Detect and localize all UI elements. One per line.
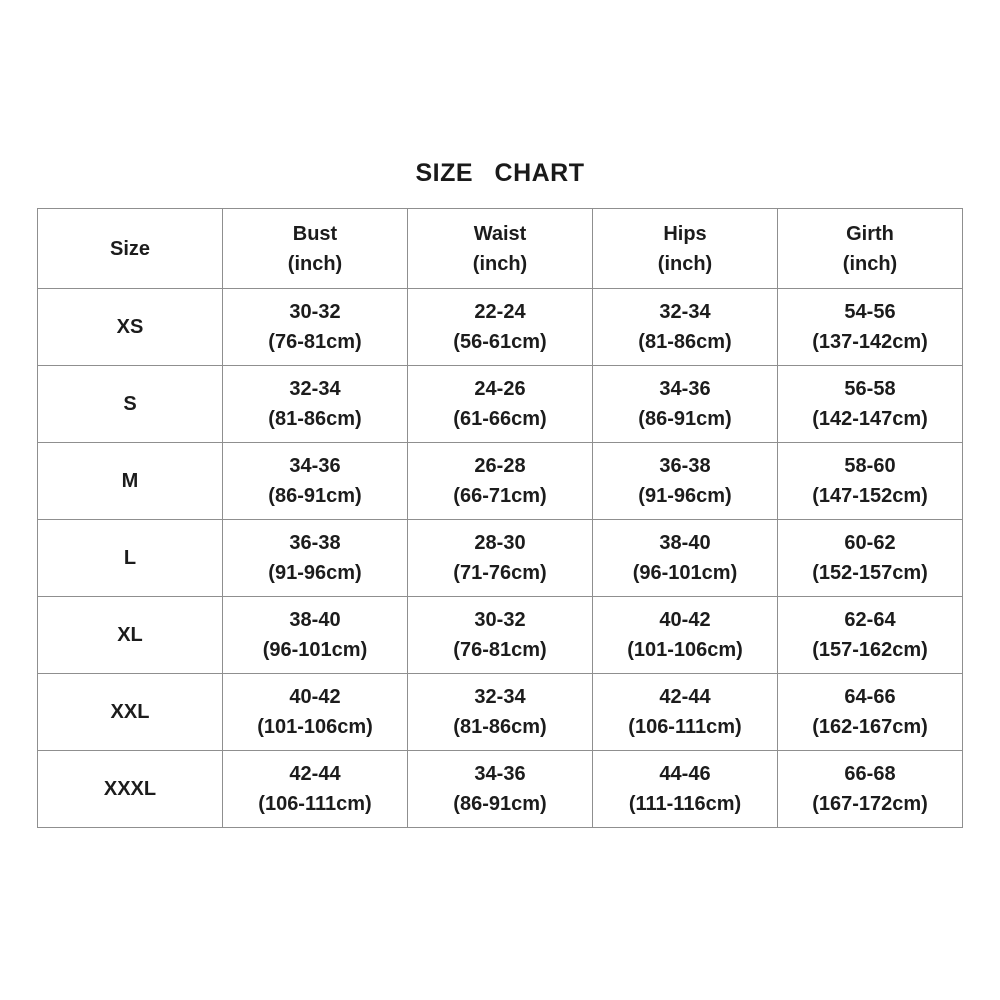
cm-range: (61-66cm) xyxy=(453,408,547,430)
cell-girth xyxy=(778,751,963,828)
cell-waist xyxy=(408,289,593,366)
size-label xyxy=(38,366,223,443)
cm-range: (86-91cm) xyxy=(638,408,732,430)
inch-range: 38-40 xyxy=(289,609,341,631)
cm-range: (147-152cm) xyxy=(812,485,928,507)
cell-hips xyxy=(593,674,778,751)
cell-waist xyxy=(408,366,593,443)
cm-range: (56-61cm) xyxy=(453,331,547,353)
table-header xyxy=(38,209,963,289)
cell-girth xyxy=(778,366,963,443)
cell-bust xyxy=(223,366,408,443)
cm-range: (96-101cm) xyxy=(262,639,368,661)
cell-hips xyxy=(593,366,778,443)
cm-range: (81-86cm) xyxy=(638,331,732,353)
cm-range: (81-86cm) xyxy=(268,408,362,430)
cm-range: (81-86cm) xyxy=(453,716,547,738)
cell-girth xyxy=(778,443,963,520)
inch-range: 32-34 xyxy=(289,378,341,400)
inch-range: 26-28 xyxy=(474,455,526,477)
size-value: S xyxy=(123,393,137,415)
cm-range: (91-96cm) xyxy=(268,562,362,584)
inch-range: 28-30 xyxy=(474,532,526,554)
table-row-l xyxy=(38,520,963,597)
cell-girth xyxy=(778,289,963,366)
inch-range: 34-36 xyxy=(659,378,711,400)
header-label: Hips xyxy=(663,222,707,245)
cell-bust xyxy=(223,597,408,674)
size-label xyxy=(38,443,223,520)
size-value: L xyxy=(123,547,137,569)
cell-hips xyxy=(593,443,778,520)
inch-range: 60-62 xyxy=(844,532,896,554)
header-bust xyxy=(223,209,408,289)
size-value: XXXL xyxy=(103,778,157,800)
cm-range: (106-111cm) xyxy=(628,716,742,738)
header-unit: (inch) xyxy=(472,252,528,275)
cm-range: (76-81cm) xyxy=(453,639,547,661)
inch-range: 56-58 xyxy=(844,378,896,400)
size-label xyxy=(38,674,223,751)
cm-range: (167-172cm) xyxy=(812,793,928,815)
cell-bust xyxy=(223,520,408,597)
cell-waist xyxy=(408,520,593,597)
cm-range: (91-96cm) xyxy=(638,485,732,507)
cell-waist xyxy=(408,597,593,674)
cell-bust xyxy=(223,443,408,520)
inch-range: 42-44 xyxy=(289,763,341,785)
inch-range: 24-26 xyxy=(474,378,526,400)
inch-range: 64-66 xyxy=(844,686,896,708)
header-hips xyxy=(593,209,778,289)
cell-bust xyxy=(223,289,408,366)
cm-range: (152-157cm) xyxy=(812,562,928,584)
inch-range: 42-44 xyxy=(659,686,711,708)
header-unit: (inch) xyxy=(657,252,713,275)
cell-waist xyxy=(408,751,593,828)
cell-waist xyxy=(408,674,593,751)
table-row-xl xyxy=(38,597,963,674)
size-value: XL xyxy=(117,624,143,646)
inch-range: 44-46 xyxy=(659,763,711,785)
header-label: Size xyxy=(109,237,151,260)
cm-range: (86-91cm) xyxy=(268,485,362,507)
cm-range: (137-142cm) xyxy=(812,331,928,353)
cm-range: (71-76cm) xyxy=(453,562,547,584)
cell-girth xyxy=(778,520,963,597)
table-row-xs xyxy=(38,289,963,366)
cm-range: (76-81cm) xyxy=(268,331,362,353)
inch-range: 40-42 xyxy=(289,686,341,708)
inch-range: 38-40 xyxy=(659,532,711,554)
cell-hips xyxy=(593,289,778,366)
size-value: XXL xyxy=(110,701,150,723)
cell-bust xyxy=(223,674,408,751)
size-value: XS xyxy=(116,316,144,338)
header-row xyxy=(38,209,963,289)
cell-hips xyxy=(593,597,778,674)
size-label xyxy=(38,520,223,597)
inch-range: 62-64 xyxy=(844,609,896,631)
cm-range: (142-147cm) xyxy=(812,408,928,430)
cell-bust xyxy=(223,751,408,828)
cm-range: (111-116cm) xyxy=(628,793,742,815)
table-row-xxl xyxy=(38,674,963,751)
header-unit: (inch) xyxy=(842,252,898,275)
cm-range: (101-106cm) xyxy=(627,639,743,661)
cell-hips xyxy=(593,751,778,828)
header-unit: (inch) xyxy=(287,252,343,275)
inch-range: 58-60 xyxy=(844,455,896,477)
cell-hips xyxy=(593,520,778,597)
header-label: Waist xyxy=(473,222,527,245)
size-chart-table xyxy=(37,208,963,828)
header-size xyxy=(38,209,223,289)
cm-range: (106-111cm) xyxy=(258,793,372,815)
inch-range: 40-42 xyxy=(659,609,711,631)
cell-waist xyxy=(408,443,593,520)
table-row-m xyxy=(38,443,963,520)
inch-range: 30-32 xyxy=(289,301,341,323)
header-label: Bust xyxy=(292,222,338,245)
header-label: Girth xyxy=(846,222,894,245)
size-value: M xyxy=(121,470,139,492)
inch-range: 66-68 xyxy=(844,763,896,785)
inch-range: 32-34 xyxy=(474,686,526,708)
inch-range: 34-36 xyxy=(474,763,526,785)
header-waist xyxy=(408,209,593,289)
size-label xyxy=(38,597,223,674)
inch-range: 32-34 xyxy=(659,301,711,323)
cm-range: (66-71cm) xyxy=(453,485,547,507)
table-row-xxxl xyxy=(38,751,963,828)
inch-range: 54-56 xyxy=(844,301,896,323)
size-label xyxy=(38,751,223,828)
inch-range: 36-38 xyxy=(289,532,341,554)
cell-girth xyxy=(778,597,963,674)
table-body xyxy=(38,289,963,828)
cm-range: (96-101cm) xyxy=(632,562,738,584)
cm-range: (101-106cm) xyxy=(257,716,373,738)
cm-range: (162-167cm) xyxy=(812,716,928,738)
inch-range: 30-32 xyxy=(474,609,526,631)
inch-range: 22-24 xyxy=(474,301,526,323)
cell-girth xyxy=(778,674,963,751)
inch-range: 36-38 xyxy=(659,455,711,477)
header-girth xyxy=(778,209,963,289)
cm-range: (157-162cm) xyxy=(812,639,928,661)
inch-range: 34-36 xyxy=(289,455,341,477)
table-row-s xyxy=(38,366,963,443)
size-label xyxy=(38,289,223,366)
page-title: SIZE CHART xyxy=(415,159,585,187)
cm-range: (86-91cm) xyxy=(453,793,547,815)
